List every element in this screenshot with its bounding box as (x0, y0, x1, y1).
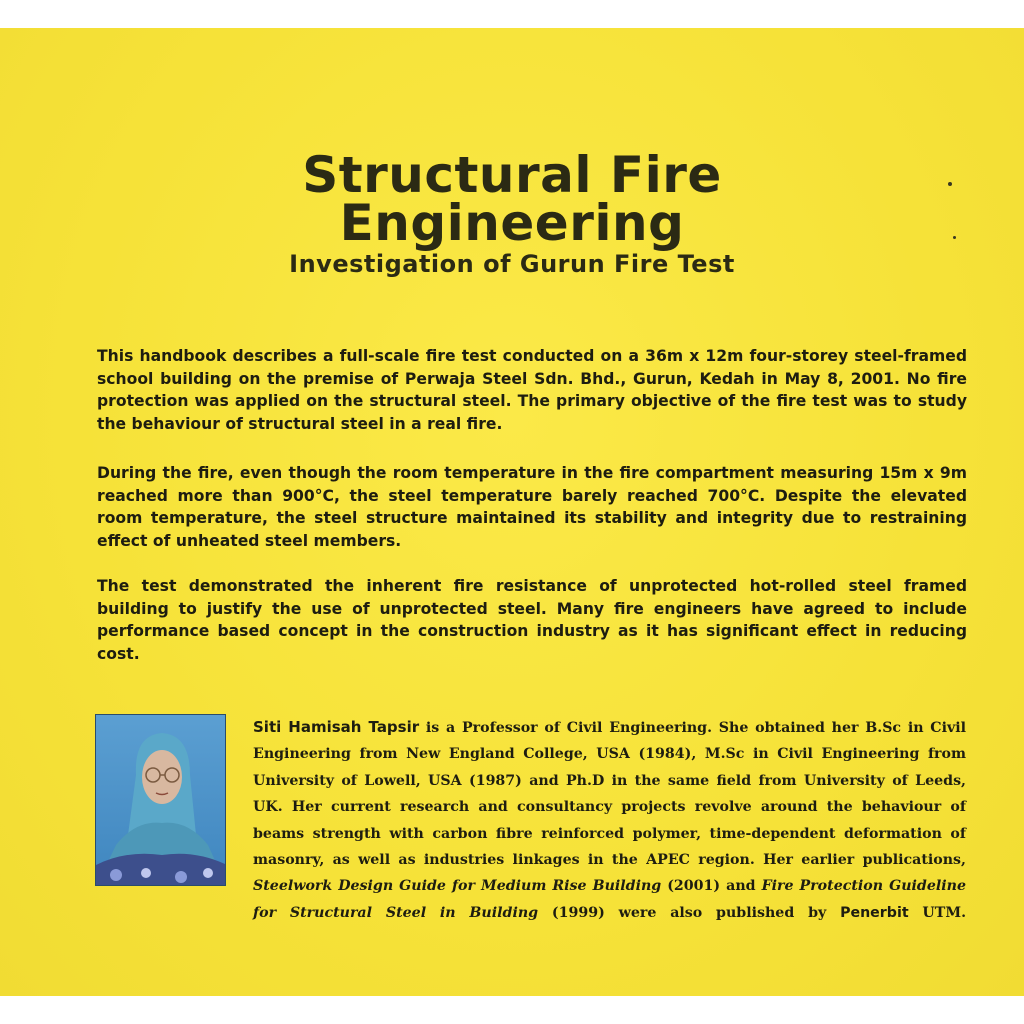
book-title-2: Fire Protection Guideline for Structural Steel in Building (253, 878, 966, 921)
description-paragraph-2: During the fire, even though the room temperature in the fire compartment measuring 15m x 9m reached more than 900°C, the steel temperature barely reached 700°C. Despite the elevated room temperature, the steel structure maintained its stability and integrity due to restraining effect of unheated steel members. (97, 464, 967, 550)
book-year-2: (1999) were also published by (538, 904, 841, 921)
book-year-1: (2001) and (661, 878, 762, 895)
author-biography (253, 714, 966, 926)
author-portrait-icon (96, 715, 226, 886)
author-photo (95, 714, 226, 886)
description-paragraph-1: This handbook describes a full-scale fire test conducted on a 36m x 12m four-storey steel-framed school building on the premise of Perwaja Steel Sdn. Bhd., Gurun, Kedah in May 8, 2001. No fire protection was applied on the structural steel. The primary objective of the fire test was to study the behaviour of structural steel in a real fire. (97, 347, 967, 433)
publisher-logo-text: Penerbit (840, 904, 909, 921)
publisher-suffix: UTM. (908, 904, 967, 921)
book-title-1: Steelwork Design Guide for Medium Rise Building (253, 878, 662, 895)
author-name: Siti Hamisah Tapsir (253, 718, 420, 736)
bio-intro-text: is a Professor of Civil Engineering. She obtained her B.Sc in Civil Engineering from New England College, USA (1984), M.Sc in Civil Engineering from University of Lowell, USA (1987) and Ph.D in the same field from University of Leeds, UK. Her current research and consultancy projects revolve around the behaviour of beams strength with carbon fibre reinforced polymer, time-dependent deformation of masonry, as well as industries linkages in the APEC region. Her earlier publications, (253, 720, 967, 869)
book-title-line-2: Engineering (339, 194, 685, 252)
description-paragraph-3: The test demonstrated the inherent fire resistance of unprotected hot-rolled steel framed building to justify the use of unprotected steel. Many fire engineers have agreed to include performance based concept in the construction industry as it has significant effect in reducing cost. (97, 577, 967, 663)
book-title-line-1: Structural Fire (302, 146, 722, 204)
book-subtitle: Investigation of Gurun Fire Test (289, 250, 735, 278)
